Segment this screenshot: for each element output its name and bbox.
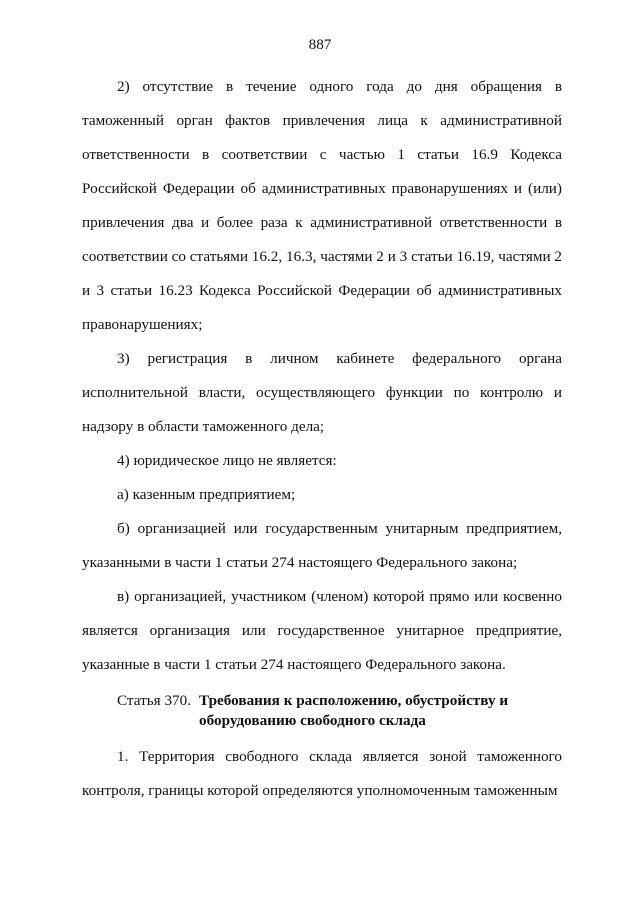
paragraph-article-370-part-1: 1. Территория свободного склада является зоной таможенного контроля, границы которой определяются уполномоченным таможенным <box>82 748 562 799</box>
article-heading <box>82 691 562 731</box>
paragraph-condition-3: 3) регистрация в личном кабинете федерального органа исполнительной власти, осуществляющего функции по контролю и надзору в области таможенного дела; <box>82 350 562 435</box>
document-body <box>82 70 562 808</box>
paragraph-subitem-b: б) организацией или государственным унитарным предприятием, указанными в части 1 статьи 274 настоящего Федерального закона; <box>82 520 562 571</box>
paragraph-subitem-a: а) казенным предприятием; <box>117 486 296 503</box>
paragraph-condition-2: 2) отсутствие в течение одного года до дня обращения в таможенный орган фактов привлечения лица к административной ответственности в соответствии с частью 1 статьи 16.9 Кодекса Российской Федерации об административных правонарушениях и (или) привлечения два и более раза к административной ответственности в соответствии со статьями 16.2, 16.3, частями 2 и 3 статьи 16.19, частями 2 и 3 статьи 16.23 Кодекса Российской Федерации об административных правонарушениях; <box>82 78 562 333</box>
page-number: 887 <box>308 36 332 53</box>
paragraph-subitem-v: в) организацией, участником (членом) которой прямо или косвенно является организация или государственное унитарное предприятие, указанные в части 1 статьи 274 настоящего Федерального закона. <box>82 588 562 673</box>
article-number: Статья 370. <box>117 692 192 709</box>
article-title: Требования к расположению, обустройству и оборудованию свободного склада <box>199 692 509 729</box>
paragraph-condition-4: 4) юридическое лицо не является: <box>117 452 337 469</box>
